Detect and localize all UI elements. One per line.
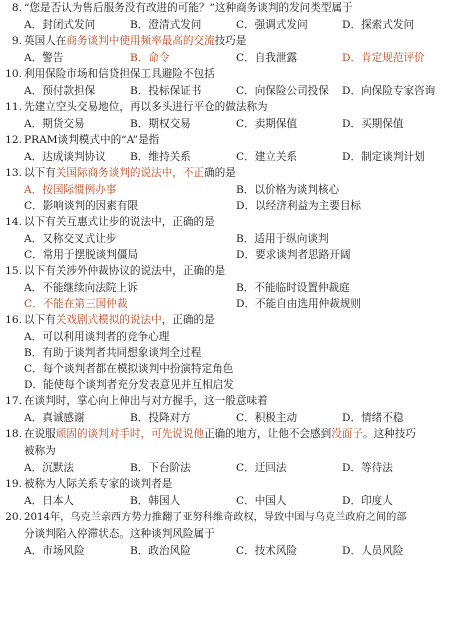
option-b: B．不能临时设置仲裁庭 (236, 282, 350, 294)
highlighted-phrase: 商务谈判中使用频率最高的交流 (66, 35, 215, 47)
question-stem: 英国人在商务谈判中使用频率最高的交流技巧是 (24, 35, 247, 47)
question-15 (4, 263, 448, 312)
question-18 (4, 426, 448, 476)
option-c: C．常用于摆脱谈判僵局 (24, 249, 139, 261)
option-b: B．投降对方 (130, 412, 191, 424)
option-d: D．印度人 (342, 495, 393, 507)
option-d: D．等待法 (342, 462, 393, 474)
option-b: B．政治风险 (130, 545, 191, 557)
question-number: 9. (11, 35, 22, 47)
option-a: A．达成谈判协议 (24, 151, 106, 163)
option-a: A．预付款担保 (24, 85, 96, 97)
question-16 (4, 312, 448, 393)
option-c: C．技术风险 (236, 545, 298, 557)
option-b: B．以价格为谈判核心 (236, 184, 340, 196)
question-number: 18. (5, 428, 22, 440)
option-a: A．封闭式发问 (24, 19, 96, 31)
question-number: 20. (5, 511, 22, 523)
question-stem: 以下有关互惠式让步的说法中，正确的是 (24, 216, 215, 228)
option-a: A．真诚感谢 (24, 412, 85, 424)
question-stem: 先建立空头交易地位，再以多头进行平仓的做法称为 (24, 101, 268, 113)
option-a: A．市场风险 (24, 545, 85, 557)
option-a: A．可以利用谈判者的竞争心理 (24, 331, 170, 343)
option-c: C．影响谈判的因素有限 (24, 200, 139, 212)
question-stem: 以下有关涉外仲裁协议的说法中，正确的是 (24, 265, 226, 277)
exam-page (4, 0, 448, 559)
option-d: D．探索式发问 (342, 19, 415, 31)
option-c: C．中国人 (236, 495, 287, 507)
option-d: D．能使每个谈判者充分发表意见并互相启发 (24, 379, 234, 391)
option-b: B．命令 (130, 52, 170, 64)
question-number: 15. (5, 265, 22, 277)
question-14 (4, 214, 448, 263)
option-c: C．积极主动 (236, 412, 298, 424)
option-d: D．要求谈判者思路开阔 (236, 249, 351, 261)
question-stem-continued: 被称为 (24, 445, 56, 457)
option-a: A．又称交叉式让步 (24, 233, 117, 245)
question-stem: 以下有关戏剧式模拟的说法中，正确的是 (24, 314, 215, 326)
question-8 (4, 0, 448, 33)
option-d: D．人员风险 (342, 545, 404, 557)
option-a: A．沉默法 (24, 462, 75, 474)
option-b: B．适用于纵向谈判 (236, 233, 329, 245)
option-c: C．迂回法 (236, 462, 287, 474)
question-number: 11. (5, 101, 22, 113)
option-b: B．期权交易 (130, 118, 191, 130)
option-d: D．以经济利益为主要目标 (236, 200, 362, 212)
question-stem: 在谈判时，掌心向上伸出与对方握手，这一般意味着 (24, 395, 268, 407)
option-a: A．日本人 (24, 495, 75, 507)
option-d: D．不能自由选用仲裁规则 (236, 298, 362, 310)
question-12 (4, 132, 448, 165)
option-a: A．按国际惯例办事 (24, 184, 117, 196)
question-number: 17. (5, 395, 22, 407)
option-d: D．情绪不稳 (342, 412, 404, 424)
question-number: 8. (11, 2, 22, 14)
option-b: B．澄清式发问 (130, 19, 202, 31)
question-number: 14. (5, 216, 22, 228)
question-stem: 利用保险市场和信贷担保工具避险不包括 (24, 68, 215, 80)
option-d: D．向保险专家咨询 (342, 85, 436, 97)
option-a: A．不能继续向法院上诉 (24, 282, 138, 294)
question-11 (4, 99, 448, 132)
option-c: C．自我泄露 (236, 52, 298, 64)
option-c: C．强调式发问 (236, 19, 308, 31)
question-17 (4, 393, 448, 426)
question-13 (4, 165, 448, 214)
option-b: B．下台阶法 (130, 462, 191, 474)
highlighted-phrase: 关戏剧式模拟的说法中 (55, 314, 162, 326)
option-a: A．警告 (24, 52, 64, 64)
highlighted-phrase: 没面子 (331, 428, 363, 440)
option-d: D．买期保值 (342, 118, 404, 130)
question-19 (4, 476, 448, 509)
question-number: 12. (5, 134, 22, 146)
option-c: C．建立关系 (236, 151, 298, 163)
option-b: B．有助于谈判者共同想象谈判全过程 (24, 347, 202, 359)
question-stem: 在说服顽固的谈判对手时，可先说说他正确的地方，让他不会感到没面子。这种技巧 (24, 428, 416, 440)
option-c: C．向保险公司投保 (236, 85, 329, 97)
question-10 (4, 66, 448, 99)
question-stem: 以下有关国际商务谈判的说法中，不正确的是 (24, 167, 236, 179)
question-20 (4, 509, 448, 559)
question-stem: “您是否认为售后服务没有改进的可能？”这种商务谈判的发问类型属于 (24, 2, 353, 14)
option-b: B．维持关系 (130, 151, 191, 163)
question-stem: 2014年，乌克兰亲西方势力推翻了亚努科维奇政权，导致中国与乌克兰政府之间的部 (24, 512, 407, 523)
option-b: B．韩国人 (130, 495, 181, 507)
option-b: B．投标保证书 (130, 85, 202, 97)
option-c: C．卖期保值 (236, 118, 298, 130)
highlighted-phrase: 顽固的谈判对手时，可先说说他 (55, 428, 205, 440)
question-stem: 被称为人际关系专家的谈判者是 (24, 478, 173, 490)
option-c: C．不能在第三国仲裁 (24, 298, 128, 310)
question-9 (4, 33, 448, 66)
highlighted-phrase: 关国际商务谈判的说法中，不正 (55, 167, 205, 179)
question-number: 19. (5, 478, 22, 490)
option-d: D．肯定规范评价 (342, 52, 425, 64)
question-number: 16. (5, 314, 22, 326)
option-a: A．期货交易 (24, 118, 85, 130)
option-c: C．每个谈判者都在模拟谈判中扮演特定角色 (24, 363, 234, 375)
question-number: 10. (5, 68, 22, 80)
question-number: 13. (5, 167, 22, 179)
question-stem-continued: 分谈判陷入停滞状态。这种谈判风险属于 (24, 528, 215, 540)
option-d: D．制定谈判计划 (342, 151, 425, 163)
question-stem: PRAM谈判模式中的“A”是指 (24, 134, 160, 146)
